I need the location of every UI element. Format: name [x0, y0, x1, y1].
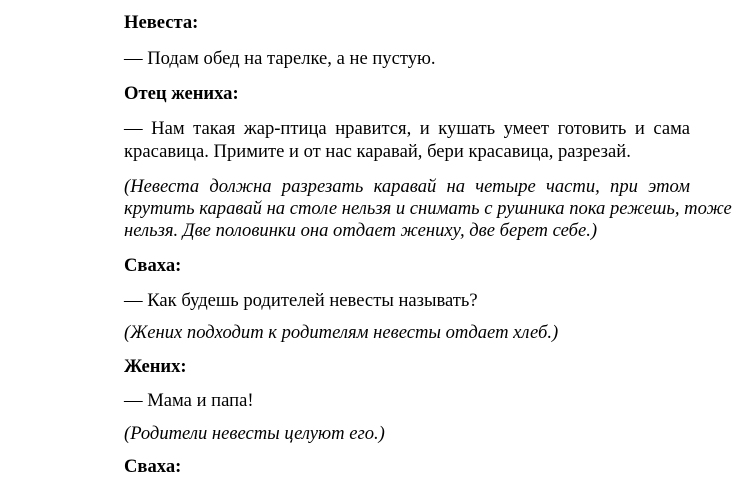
- speaker-matchmaker-2: Сваха:: [124, 456, 182, 477]
- speaker-bride: Невеста:: [124, 12, 199, 33]
- stage-remark-groom: (Жених подходит к родителям невесты отдает хлеб.): [124, 322, 559, 343]
- stage-remark-line-2: крутить каравай на столе нельзя и снимать с рушника пока режешь, тоже: [124, 198, 732, 219]
- stage-remark-line-3: нельзя. Две половинки она отдает жениху, две берет себе.): [124, 220, 598, 241]
- speech-groom-father-line-2: красавица. Примите и от нас каравай, бери красавица, разрезай.: [124, 141, 631, 162]
- speaker-matchmaker: Сваха:: [124, 255, 182, 276]
- stage-remark-line-1: (Невеста должна разрезать каравай на четыре части, при этом: [124, 176, 690, 197]
- stage-remark-parents: (Родители невесты целуют его.): [124, 423, 385, 444]
- speech-groom: — Мама и папа!: [124, 390, 254, 411]
- speaker-groom-father: Отец жениха:: [124, 83, 239, 104]
- speaker-groom: Жених:: [124, 356, 187, 377]
- speech-matchmaker: — Как будешь родителей невесты называть?: [124, 290, 478, 311]
- speech-bride: — Подам обед на тарелке, а не пустую.: [124, 48, 436, 69]
- speech-groom-father-line-1: — Нам такая жар-птица нравится, и кушать умеет готовить и сама: [124, 118, 690, 139]
